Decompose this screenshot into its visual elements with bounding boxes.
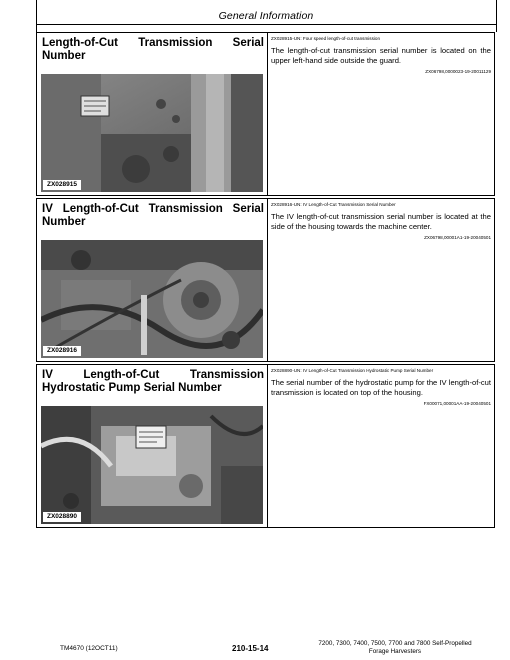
photo-label: ZX028916 [43,346,81,356]
section-title: Length-of-Cut Transmission Serial Number [42,37,264,62]
section-left-column [37,365,268,527]
photo-iv-transmission-housing [41,240,263,358]
section-title: IV Length-of-Cut Transmission Serial Number [42,203,264,228]
section-left-column [37,33,268,195]
image-reference: ZX028916-UN: IV Length-of-Cut Transmission Serial Number [271,202,396,207]
section-right-column [271,199,491,363]
photo-transmission-serial-plate [41,74,263,192]
page-header-title: General Information [218,10,314,22]
section-right-column [271,33,491,197]
footer-models-line1: 7200, 7300, 7400, 7500, 7700 and 7800 Self-Propelled [318,640,472,647]
footer-models-line2: Forage Harvesters [368,648,422,655]
document-id: ZX06798,0000023-19-20011129 [425,69,491,74]
section-body-text: The length-of-cut transmission serial number is located on the upper left-hand side outside the guard. [271,46,491,65]
photo-label: ZX028915 [43,180,81,190]
footer-manual-id: TM4670 (12OCT11) [60,645,118,652]
header-rule [36,24,497,25]
document-id: FX00071,00001AA-19-20040501 [423,401,491,406]
image-reference: ZX028890-UN: IV Length-of-Cut Transmission Hydrostatic Pump Serial Number [271,368,434,373]
section-body-text: The serial number of the hydrostatic pump for the IV length-of-cut transmission is located on top of the housing. [271,378,491,397]
section-left-column [37,199,268,361]
document-id: ZX06798,00001A1-19-20040501 [424,235,491,240]
section-iv-loc-hydrostatic-pump-serial [36,364,495,528]
image-reference: ZX028915-UN: Four speed length-of-cut transmission [271,36,381,41]
section-title: IV Length-of-Cut Transmission Hydrostatic Pump Serial Number [42,369,264,394]
section-right-column [271,365,491,529]
section-iv-loc-transmission-serial [36,198,495,362]
page-frame-right [496,0,497,32]
footer-models [300,640,490,656]
section-loc-transmission-serial [36,32,495,196]
footer-page-number: 210-15-14 [232,644,269,653]
section-body-text: The IV length-of-cut transmission serial number is located at the side of the housing towards the machine center. [271,212,491,231]
photo-hydrostatic-pump [41,406,263,524]
photo-label: ZX028890 [43,512,81,522]
